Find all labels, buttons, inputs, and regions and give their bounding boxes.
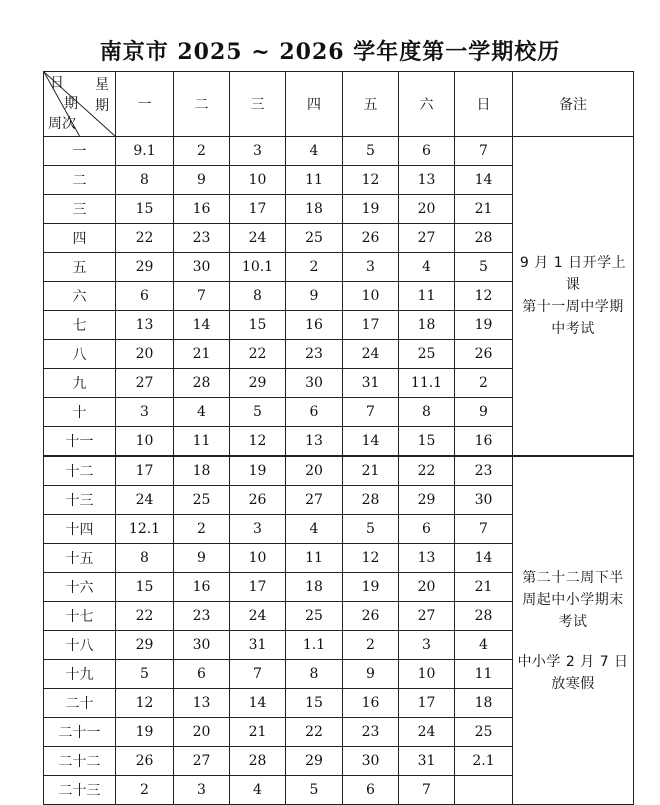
corner-label-qi-left: 期 [64, 96, 78, 112]
day-cell: 9 [455, 398, 513, 427]
week-number-cell: 四 [44, 224, 116, 253]
note-line: 第二十二周下半 [522, 569, 624, 586]
header-row [44, 72, 634, 137]
weekday-header: 日 [455, 72, 513, 137]
day-cell: 25 [286, 224, 343, 253]
week-row [44, 137, 634, 166]
day-cell: 2 [174, 137, 230, 166]
weekday-header: 三 [230, 72, 286, 137]
day-cell: 15 [116, 195, 174, 224]
day-cell: 6 [399, 515, 455, 544]
day-cell: 3 [230, 137, 286, 166]
day-cell: 17 [116, 456, 174, 486]
day-cell: 11 [455, 660, 513, 689]
day-cell: 29 [399, 486, 455, 515]
day-cell: 30 [455, 486, 513, 515]
day-cell: 25 [174, 486, 230, 515]
day-cell: 15 [116, 573, 174, 602]
day-cell: 23 [286, 340, 343, 369]
week-number-cell: 二十一 [44, 718, 116, 747]
day-cell: 18 [174, 456, 230, 486]
week-number-cell: 二十二 [44, 747, 116, 776]
day-cell: 22 [399, 456, 455, 486]
day-cell: 2 [455, 369, 513, 398]
day-cell: 10 [116, 427, 174, 457]
week-row [44, 456, 634, 486]
school-calendar-table [43, 71, 634, 805]
day-cell: 9 [343, 660, 399, 689]
corner-label-ri: 日 [50, 75, 64, 91]
day-cell: 12 [230, 427, 286, 457]
week-number-cell: 十七 [44, 602, 116, 631]
day-cell: 29 [230, 369, 286, 398]
week-number-cell: 十六 [44, 573, 116, 602]
day-cell: 27 [286, 486, 343, 515]
day-cell: 4 [455, 631, 513, 660]
day-cell: 19 [455, 311, 513, 340]
day-cell: 10 [230, 166, 286, 195]
day-cell: 17 [230, 195, 286, 224]
day-cell: 16 [286, 311, 343, 340]
day-cell: 27 [399, 602, 455, 631]
day-cell: 3 [343, 253, 399, 282]
day-cell: 26 [343, 224, 399, 253]
day-cell: 28 [343, 486, 399, 515]
day-cell: 15 [230, 311, 286, 340]
notes-header: 备注 [513, 72, 634, 137]
day-cell: 9 [286, 282, 343, 311]
day-cell: 31 [230, 631, 286, 660]
week-number-cell: 十八 [44, 631, 116, 660]
day-cell: 23 [174, 224, 230, 253]
day-cell: 8 [286, 660, 343, 689]
corner-label-qi-right: 期 [95, 98, 109, 114]
day-cell: 4 [286, 515, 343, 544]
day-cell: 9.1 [116, 137, 174, 166]
day-cell: 20 [286, 456, 343, 486]
day-cell: 20 [399, 195, 455, 224]
day-cell: 11 [174, 427, 230, 457]
day-cell: 14 [174, 311, 230, 340]
notes-cell-second-half [513, 456, 634, 805]
day-cell: 14 [230, 689, 286, 718]
day-cell: 12.1 [116, 515, 174, 544]
day-cell: 18 [455, 689, 513, 718]
corner-label-zhouci: 周次 [48, 116, 76, 132]
day-cell: 2 [116, 776, 174, 805]
day-cell: 27 [174, 747, 230, 776]
day-cell: 24 [230, 602, 286, 631]
day-cell: 23 [174, 602, 230, 631]
day-cell: 5 [230, 398, 286, 427]
day-cell: 21 [343, 456, 399, 486]
day-cell: 5 [343, 515, 399, 544]
day-cell: 11 [286, 166, 343, 195]
day-cell: 12 [343, 166, 399, 195]
day-cell: 2 [343, 631, 399, 660]
day-cell: 2 [286, 253, 343, 282]
day-cell: 30 [174, 631, 230, 660]
day-cell: 5 [286, 776, 343, 805]
weekday-header: 四 [286, 72, 343, 137]
day-cell: 2 [174, 515, 230, 544]
weekday-header: 五 [343, 72, 399, 137]
note-line: 中小学 2 月 7 日 [517, 653, 629, 670]
day-cell: 4 [230, 776, 286, 805]
day-cell: 1.1 [286, 631, 343, 660]
week-number-cell: 六 [44, 282, 116, 311]
day-cell: 6 [116, 282, 174, 311]
day-cell: 25 [399, 340, 455, 369]
day-cell: 20 [399, 573, 455, 602]
day-cell: 9 [174, 544, 230, 573]
day-cell: 6 [286, 398, 343, 427]
day-cell: 8 [230, 282, 286, 311]
day-cell: 6 [174, 660, 230, 689]
day-cell: 13 [286, 427, 343, 457]
week-number-cell: 十三 [44, 486, 116, 515]
day-cell: 8 [399, 398, 455, 427]
day-cell: 30 [286, 369, 343, 398]
day-cell: 16 [455, 427, 513, 457]
day-cell: 10 [230, 544, 286, 573]
day-cell: 29 [116, 253, 174, 282]
day-cell: 30 [343, 747, 399, 776]
week-number-cell: 十四 [44, 515, 116, 544]
day-cell: 31 [343, 369, 399, 398]
day-cell: 7 [455, 137, 513, 166]
day-cell: 4 [174, 398, 230, 427]
day-cell: 3 [399, 631, 455, 660]
day-cell: 22 [286, 718, 343, 747]
week-number-cell: 二十三 [44, 776, 116, 805]
day-cell: 28 [174, 369, 230, 398]
day-cell: 6 [343, 776, 399, 805]
notes-cell-first-half [513, 137, 634, 457]
day-cell: 22 [116, 224, 174, 253]
day-cell: 24 [116, 486, 174, 515]
page-title: 南京市 2025 ~ 2026 学年度第一学期校历 [99, 39, 561, 65]
day-cell: 24 [230, 224, 286, 253]
day-cell: 28 [455, 224, 513, 253]
day-cell: 13 [399, 166, 455, 195]
day-cell: 21 [455, 195, 513, 224]
day-cell: 6 [399, 137, 455, 166]
day-cell: 30 [174, 253, 230, 282]
day-cell: 24 [399, 718, 455, 747]
day-cell: 12 [116, 689, 174, 718]
note-line: 周起中小学期末 [522, 591, 624, 608]
note-line: 考试 [558, 613, 588, 630]
day-cell: 7 [230, 660, 286, 689]
day-cell: 3 [174, 776, 230, 805]
day-cell: 14 [455, 166, 513, 195]
day-cell: 7 [399, 776, 455, 805]
day-cell: 12 [455, 282, 513, 311]
day-cell: 20 [174, 718, 230, 747]
day-cell: 5 [343, 137, 399, 166]
day-cell: 18 [286, 195, 343, 224]
day-cell: 28 [230, 747, 286, 776]
day-cell: 11.1 [399, 369, 455, 398]
day-cell: 7 [455, 515, 513, 544]
calendar-body [44, 137, 634, 805]
corner-header-cell [44, 72, 116, 137]
day-cell: 8 [116, 544, 174, 573]
week-number-cell: 一 [44, 137, 116, 166]
day-cell: 19 [343, 573, 399, 602]
day-cell: 26 [116, 747, 174, 776]
day-cell: 7 [174, 282, 230, 311]
day-cell: 2.1 [455, 747, 513, 776]
note-line: 9 月 1 日开学上课 [519, 255, 627, 293]
day-cell: 28 [455, 602, 513, 631]
day-cell: 18 [286, 573, 343, 602]
day-cell: 18 [399, 311, 455, 340]
day-cell: 26 [230, 486, 286, 515]
day-cell: 4 [286, 137, 343, 166]
day-cell: 22 [116, 602, 174, 631]
day-cell: 17 [399, 689, 455, 718]
note-line: 第十一周中学期 [522, 299, 624, 315]
day-cell: 7 [343, 398, 399, 427]
week-number-cell: 八 [44, 340, 116, 369]
day-cell: 16 [174, 573, 230, 602]
day-cell: 19 [116, 718, 174, 747]
week-number-cell: 十九 [44, 660, 116, 689]
day-cell: 12 [343, 544, 399, 573]
day-cell [455, 776, 513, 805]
day-cell: 29 [286, 747, 343, 776]
day-cell: 15 [286, 689, 343, 718]
week-number-cell: 五 [44, 253, 116, 282]
note-line: 中考试 [551, 321, 595, 337]
week-number-cell: 二 [44, 166, 116, 195]
day-cell: 27 [399, 224, 455, 253]
day-cell: 5 [455, 253, 513, 282]
day-cell: 9 [174, 166, 230, 195]
corner-label-xing: 星 [95, 77, 109, 93]
day-cell: 10 [399, 660, 455, 689]
day-cell: 3 [230, 515, 286, 544]
day-cell: 5 [116, 660, 174, 689]
week-number-cell: 十五 [44, 544, 116, 573]
day-cell: 26 [343, 602, 399, 631]
day-cell: 17 [230, 573, 286, 602]
day-cell: 23 [343, 718, 399, 747]
day-cell: 21 [230, 718, 286, 747]
day-cell: 10.1 [230, 253, 286, 282]
day-cell: 21 [174, 340, 230, 369]
week-number-cell: 二十 [44, 689, 116, 718]
weekday-header: 六 [399, 72, 455, 137]
week-number-cell: 十 [44, 398, 116, 427]
day-cell: 14 [455, 544, 513, 573]
week-number-cell: 十二 [44, 456, 116, 486]
day-cell: 10 [343, 282, 399, 311]
day-cell: 26 [455, 340, 513, 369]
day-cell: 16 [174, 195, 230, 224]
day-cell: 16 [343, 689, 399, 718]
day-cell: 11 [399, 282, 455, 311]
day-cell: 25 [286, 602, 343, 631]
day-cell: 22 [230, 340, 286, 369]
day-cell: 15 [399, 427, 455, 457]
day-cell: 17 [343, 311, 399, 340]
day-cell: 29 [116, 631, 174, 660]
day-cell: 23 [455, 456, 513, 486]
note-line: 放寒假 [551, 675, 595, 692]
week-number-cell: 七 [44, 311, 116, 340]
day-cell: 19 [343, 195, 399, 224]
week-number-cell: 九 [44, 369, 116, 398]
day-cell: 27 [116, 369, 174, 398]
day-cell: 14 [343, 427, 399, 457]
weekday-header: 二 [174, 72, 230, 137]
day-cell: 31 [399, 747, 455, 776]
day-cell: 25 [455, 718, 513, 747]
day-cell: 4 [399, 253, 455, 282]
day-cell: 3 [116, 398, 174, 427]
day-cell: 13 [399, 544, 455, 573]
day-cell: 19 [230, 456, 286, 486]
day-cell: 21 [455, 573, 513, 602]
day-cell: 11 [286, 544, 343, 573]
weekday-header: 一 [116, 72, 174, 137]
day-cell: 20 [116, 340, 174, 369]
week-number-cell: 十一 [44, 427, 116, 457]
week-number-cell: 三 [44, 195, 116, 224]
day-cell: 13 [116, 311, 174, 340]
day-cell: 8 [116, 166, 174, 195]
day-cell: 13 [174, 689, 230, 718]
day-cell: 24 [343, 340, 399, 369]
